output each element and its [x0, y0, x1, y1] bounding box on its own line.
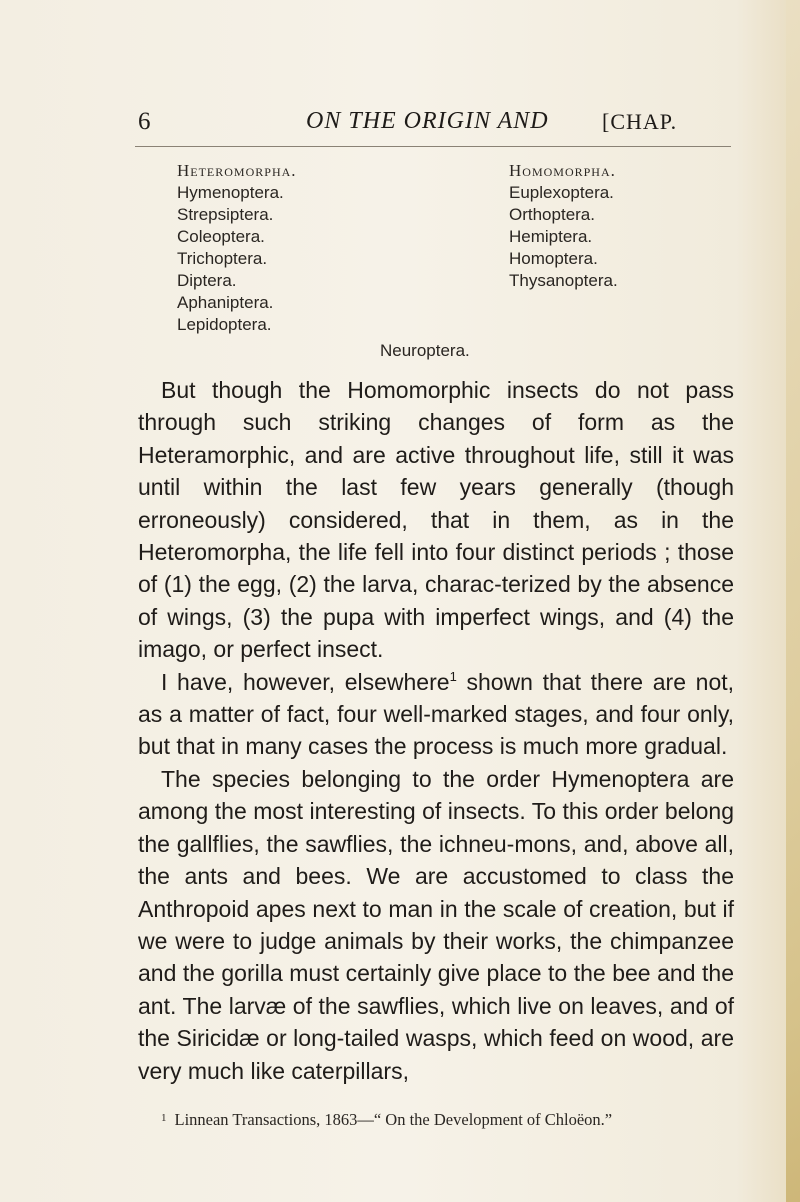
homomorpha-column: [509, 160, 618, 292]
order-item: Diptera.: [177, 271, 237, 290]
homomorpha-heading: Homomorpha.: [509, 161, 616, 180]
order-item: Orthoptera.: [509, 205, 595, 224]
paragraph: The species belonging to the order Hymenoptera are among the most interesting of insects. To this order belong the gallflies, the sawflies, the ichneu-mons, and, above all, the ants and bees. We are accustomed to class the Anthropoid apes next to man in the scale of creation, but if we were to judge animals by their works, the chimpanzee and the gorilla must certainly give place to the bee and the ant. The larvæ of the sawflies, which live on leaves, and of the Siricidæ or long-tailed wasps, which feed on wood, are very much like caterpillars,: [138, 765, 734, 1084]
paragraph: But though the Homomorphic insects do not pass through such striking changes of form as the Heteramorphic, and are active throughout life, still it was until within the last few years generally (though erroneously) considered, that in them, as in the Heteromorpha, the life fell into four distinct periods ; those of (1) the egg, (2) the larva, charac-terized by the absence of wings, (3) the pupa with imperfect wings, and (4) the imago, or perfect insect.: [138, 377, 734, 663]
order-item: Hemiptera.: [509, 227, 593, 246]
paragraph-text: I have, however, elsewhere: [161, 668, 450, 695]
order-item: Homoptera.: [509, 249, 598, 268]
paragraph: [138, 666, 734, 763]
order-item: Trichoptera.: [177, 249, 268, 268]
heteromorpha-heading: Heteromorpha.: [177, 161, 297, 180]
order-item: Lepidoptera.: [177, 315, 272, 334]
footnote-mark: 1: [161, 1112, 167, 1124]
page-number: 6: [138, 108, 151, 135]
body-text: [138, 374, 734, 1087]
paragraph-text: shown that there are not, as a matter of fact, four well-marked stages, and four only, but that in many cases the process is much more gradual.: [138, 668, 735, 760]
page-edge-stain: [786, 0, 800, 1202]
footnote-text: Linnean Transactions, 1863—“ On the Development of Chloëon.”: [174, 1110, 613, 1129]
header-rule: [135, 146, 731, 147]
running-head: ON THE ORIGIN AND: [306, 108, 549, 134]
footnote-reference[interactable]: 1: [449, 668, 457, 684]
footnote: [161, 1110, 612, 1130]
order-item: Hymenoptera.: [177, 183, 284, 202]
order-item: Coleoptera.: [177, 227, 265, 246]
page-header: [0, 108, 800, 148]
heteromorpha-column: [177, 160, 297, 336]
order-item: Euplexoptera.: [509, 183, 614, 202]
order-item: Thysanoptera.: [509, 271, 618, 290]
order-item: Aphaniptera.: [177, 293, 274, 312]
order-item: Strepsiptera.: [177, 205, 274, 224]
neuroptera-item: Neuroptera.: [380, 341, 470, 360]
chapter-label: [CHAP.: [602, 109, 678, 134]
